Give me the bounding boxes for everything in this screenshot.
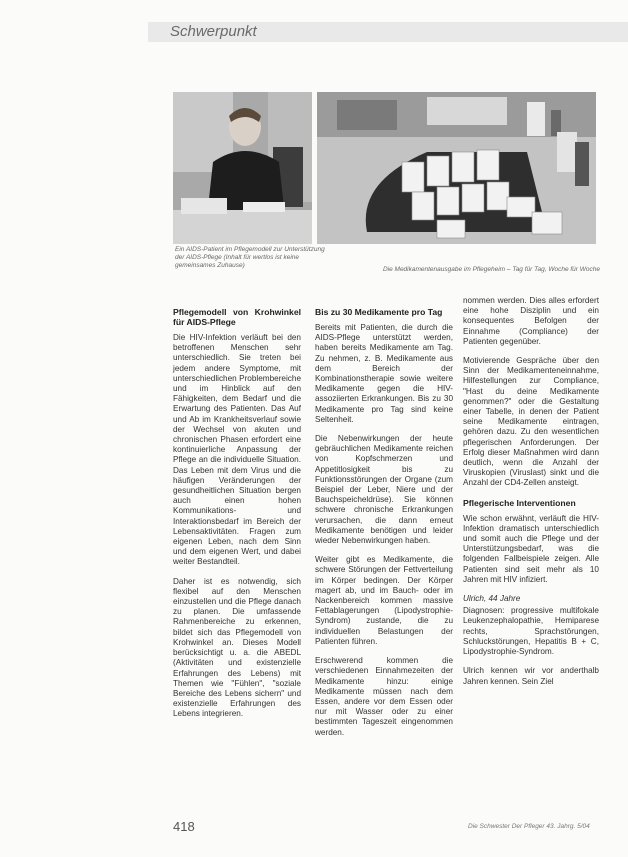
case-name: Ulrich, 44 Jahre: [463, 594, 521, 604]
heading-pflegemodell: Pflegemodell von Krohwinkel für AIDS-Pflege: [173, 307, 301, 327]
article-column-1: [173, 307, 301, 729]
paragraph: Erschwerend kommen die verschiedenen Einnahmezeiten der Medikamente hinzu: einige Medikamente müssen nach dem Essen, andere vor dem Essen oder nur mit Wasser oder zu einer bestimmten Tageszeit eingenommen werden.: [315, 656, 453, 737]
article-column-3: [463, 296, 599, 696]
paragraph: nommen werden. Dies alles erfordert eine hohe Disziplin und ein konsequentes Befolgen der Einnahme (Compliance) der Patienten gegenüber.: [463, 296, 599, 346]
paragraph: Daher ist es notwendig, sich flexibel auf den Menschen einzustellen und die Pflege danach zu planen. Die umfassende Rahmenbereiche zu erkennen, bildet sich das Pflegemodell von Krohwinkel an. Dieses Modell berücksichtigt u. a. die ABEDL (Aktivitäten und existenzielle Erfahrungen des Lebens) mit Themen wie "Fühlen", "soziale Bereiche des Lebens sichern" und existenzielle Erfahrungen des Lebens integrieren.: [173, 576, 301, 719]
journal-source: Die Schwester Der Pfleger 43. Jahrg. 5/04: [468, 823, 590, 830]
heading-interventionen: Pflegerische Interventionen: [463, 497, 576, 508]
page-number: 418: [173, 819, 195, 834]
section-title: Schwerpunkt: [170, 23, 257, 40]
section-header: [148, 22, 628, 42]
photo-patient: [173, 92, 312, 244]
paragraph: Diagnosen: progressive multifokale Leukenzephalopathie, Hemiparese rechts, Sprachstörungen, Schluckstörungen, Hepatitis B + C, Lipodystrophie-Syndrom.: [463, 606, 599, 657]
photo-medications: [317, 92, 596, 244]
paragraph: Die HIV-Infektion verläuft bei den betroffenen Menschen sehr unterschiedlich. Sie treten bei jedem andere Symptome, mit unterschiedlichen Problembereiche und im Hinblick auf den Fähigkeiten, dem Bedarf und die Erwartung des Patienten. Das Auf und Ab im Krankheitsverlauf sowie der Wechsel von akuten und chronischen Phasen erfordert eine kontinuierliche Anpassung der Pflege an die individuelle Situation. Das Leben mit dem Virus und die häufigen Veränderungen der gesundheitlichen Situation bergen auch einen hohen Kommunikations- und Interaktionsbedarf im Bereich der Lebensaktivitäten. Fragen zum eigenen Leben, nach dem Sinn und dem eigenen Wert, und dabei weiter Bestandteil.: [173, 333, 301, 567]
caption-left: Ein AIDS-Patient im Pflegemodell zur Unterstützung der AIDS-Pflege (Inhalt für wertlos ist keine gemeinsames Zuhause): [175, 246, 325, 269]
article-column-2: [315, 307, 453, 747]
paragraph: Weiter gibt es Medikamente, die schwere Störungen der Fettverteilung im Körper bedingen. Der Körper magert ab, und im Bauch- oder im Nackenbereich kommen massive Fettablagerungen (Lipodystrophie-Syndrom) zustande, die zu individuellen Belastungen der Patienten führen.: [315, 555, 453, 646]
paragraph: Wie schon erwähnt, verläuft die HIV-Infektion dramatisch unterschiedlich und somit auch die Pflege und der Unterstützungsbedarf, was die folgenden Fallbeispiele zeigen. Alle Patienten sind seit mehr als 10 Jahren mit HIV infiziert.: [463, 513, 599, 584]
heading-medikamente: Bis zu 30 Medikamente pro Tag: [315, 307, 443, 317]
paragraph: Die Nebenwirkungen der heute gebräuchlichen Medikamente reichen von Kopfschmerzen und Appetitlosigkeit bis zu Funktionsstörungen der Organe (zum Beispiel der Leber, Niere und der Bauchspeicheldrüse). Sie können schwere chronische Erkrankungen verursachen, die dann erneut Medikamente benötigen und leider wieder Nebenwirkungen haben.: [315, 434, 453, 546]
caption-right: Die Medikamentenausgabe im Pflegeheim – Tag für Tag, Woche für Woche: [382, 266, 600, 273]
paragraph: Ulrich kennen wir vor anderthalb Jahren kennen. Sein Ziel: [463, 666, 599, 686]
paragraph: Motivierende Gespräche über den Sinn der Medikamenteneinnahme, Hilfestellungen zur Compliance, "Hast du deine Medikamente genommen?" oder die Gestaltung einer Tabelle, in denen der Patient seine Medikamente eintragen, gehören dazu. Zu den wesentlichen pflegerischen Anforderungen. Der Erfolg dieser Maßnahmen wird dann deutlich, wenn die Anzahl der Viruskopien (Viruslast) sinkt und die Anzahl der CD4-Zellen ansteigt.: [463, 356, 599, 488]
paragraph: Bereits mit Patienten, die durch die AIDS-Pflege unterstützt werden, haben bereits Medikamente am Tag. Zu nehmen, z. B. Medikamente aus dem Bereich der Kombinationstherapie sowie weitere Medikamente gegen die HIV-assoziierten Erkrankungen. Bis zu 30 Medikamente pro Tag sind keine Seltenheit.: [315, 323, 453, 424]
photo-patient-image: [173, 92, 312, 244]
photo-medications-image: [317, 92, 596, 244]
